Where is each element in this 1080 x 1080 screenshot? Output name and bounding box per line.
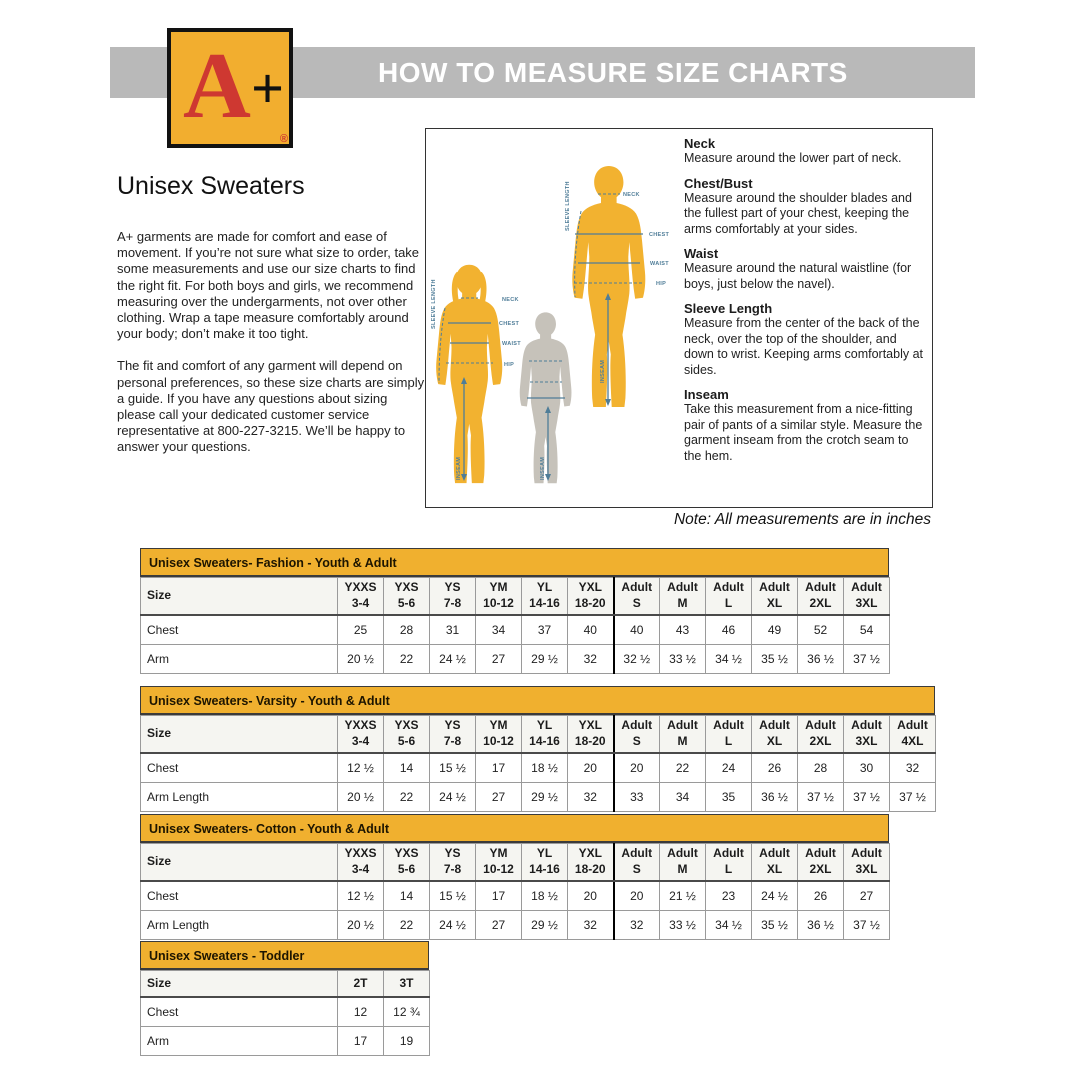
woman-hip-label: HIP	[504, 362, 515, 368]
column-header: YS 7-8	[430, 716, 476, 754]
size-cell: 24 ½	[430, 783, 476, 812]
size-cell: 20 ½	[338, 645, 384, 674]
size-cell: 15 ½	[430, 881, 476, 911]
column-header-size: Size	[141, 578, 338, 616]
measure-instructions	[684, 134, 925, 464]
column-header: YM 10-12	[476, 578, 522, 616]
size-chart-table	[140, 843, 890, 940]
man-neck-label: NECK	[623, 192, 640, 198]
size-table-toddler	[140, 941, 429, 1056]
column-header: YS 7-8	[430, 844, 476, 882]
size-cell: 36 ½	[798, 911, 844, 940]
table-title: Unisex Sweaters- Fashion - Youth & Adult	[140, 548, 889, 577]
size-cell: 20 ½	[338, 911, 384, 940]
column-header: Adult 3XL	[844, 716, 890, 754]
measurements-note: Note: All measurements are in inches	[673, 511, 931, 528]
column-header: YXL 18-20	[568, 578, 614, 616]
column-header: YM 10-12	[476, 716, 522, 754]
column-header: 3T	[384, 971, 430, 998]
table-row	[141, 997, 430, 1027]
size-cell: 27	[844, 881, 890, 911]
size-cell: 32	[568, 645, 614, 674]
size-cell: 15 ½	[430, 753, 476, 783]
man-inseam-label: INSEAM	[600, 359, 606, 383]
column-header: Adult L	[706, 716, 752, 754]
figure-woman	[436, 265, 502, 483]
man-chest-label: CHEST	[649, 232, 670, 238]
size-cell: 37	[522, 615, 568, 645]
measure-heading-waist: Waist	[684, 246, 719, 261]
measure-heading-neck: Neck	[684, 136, 716, 151]
size-cell: 36 ½	[752, 783, 798, 812]
column-header: Adult S	[614, 716, 660, 754]
size-cell: 21 ½	[660, 881, 706, 911]
size-cell: 12 ½	[338, 753, 384, 783]
table-row	[141, 615, 890, 645]
column-header-size: Size	[141, 716, 338, 754]
size-cell: 29 ½	[522, 783, 568, 812]
table-row	[141, 881, 890, 911]
size-cell: 22	[384, 911, 430, 940]
measure-body-sleeve: Measure from the center of the back of the neck, over the top of the shoulder, and down to wrist. Keeping arms comfortably at sides.	[684, 316, 923, 377]
table-title: Unisex Sweaters- Cotton - Youth & Adult	[140, 814, 889, 843]
intro-paragraphs	[117, 229, 428, 472]
size-cell: 30	[844, 753, 890, 783]
size-cell: 52	[798, 615, 844, 645]
size-cell: 29 ½	[522, 911, 568, 940]
table-title: Unisex Sweaters - Toddler	[140, 941, 429, 970]
size-table-fashion	[140, 548, 889, 674]
size-cell: 33	[614, 783, 660, 812]
column-header: YL 14-16	[522, 844, 568, 882]
size-cell: 24 ½	[430, 645, 476, 674]
size-cell: 20 ½	[338, 783, 384, 812]
table-row	[141, 783, 936, 812]
size-cell: 37 ½	[798, 783, 844, 812]
size-cell: 25	[338, 615, 384, 645]
size-cell: 37 ½	[844, 645, 890, 674]
measure-body-inseam: Take this measurement from a nice-fitting pair of pants of a similar style. Measure the garment inseam from the crotch seam to the hem.	[684, 402, 923, 463]
size-cell: 24 ½	[752, 881, 798, 911]
size-table-varsity	[140, 686, 935, 812]
intro-paragraph-1: A+ garments are made for comfort and ease of movement. If you’re not sure what size to order, take some measurements and use our size charts to find the right fit. For both boys and girls, we recommend measuring over the undergarments, not over other clothing. Wrap a tape measure comfortably around your body; don’t make it too tight.	[117, 229, 420, 342]
column-header: YM 10-12	[476, 844, 522, 882]
size-cell: 40	[568, 615, 614, 645]
size-cell: 28	[798, 753, 844, 783]
column-header: YXS 5-6	[384, 716, 430, 754]
column-header: Adult M	[660, 844, 706, 882]
size-cell: 32	[614, 911, 660, 940]
size-cell: 27	[476, 645, 522, 674]
column-header: Adult 3XL	[844, 844, 890, 882]
size-cell: 22	[384, 645, 430, 674]
column-header: YXS 5-6	[384, 578, 430, 616]
size-chart-table	[140, 715, 936, 812]
woman-inseam-label: INSEAM	[456, 456, 462, 480]
size-cell: 35	[706, 783, 752, 812]
row-label: Chest	[141, 615, 338, 645]
column-header: Adult M	[660, 578, 706, 616]
column-header: Adult L	[706, 844, 752, 882]
size-cell: 17	[476, 881, 522, 911]
size-cell: 22	[660, 753, 706, 783]
size-cell: 19	[384, 1027, 430, 1056]
row-label: Arm	[141, 1027, 338, 1056]
size-cell: 32	[568, 783, 614, 812]
size-cell: 17	[338, 1027, 384, 1056]
size-cell: 12	[338, 997, 384, 1027]
size-cell: 18 ½	[522, 881, 568, 911]
logo-plus-sign: +	[250, 56, 284, 121]
woman-waist-label: WAIST	[502, 341, 521, 347]
page-title: HOW TO MEASURE SIZE CHARTS	[378, 57, 848, 88]
size-cell: 29 ½	[522, 645, 568, 674]
size-cell: 37 ½	[844, 783, 890, 812]
size-cell: 32	[890, 753, 936, 783]
row-label: Arm Length	[141, 911, 338, 940]
man-hip-label: HIP	[656, 281, 667, 287]
size-cell: 33 ½	[660, 911, 706, 940]
measure-diagram-box	[425, 128, 933, 508]
column-header: YXXS 3-4	[338, 844, 384, 882]
column-header-size: Size	[141, 971, 338, 998]
size-cell: 20	[614, 881, 660, 911]
measure-heading-inseam: Inseam	[684, 387, 729, 402]
size-cell: 28	[384, 615, 430, 645]
column-header: YXL 18-20	[568, 716, 614, 754]
size-cell: 35 ½	[752, 911, 798, 940]
brand-logo	[167, 28, 293, 148]
registered-mark: ®	[279, 133, 288, 145]
woman-sleeve-length-label: SLEEVE LENGTH	[431, 279, 437, 329]
size-cell: 40	[614, 615, 660, 645]
size-cell: 31	[430, 615, 476, 645]
size-cell: 26	[752, 753, 798, 783]
size-cell: 37 ½	[890, 783, 936, 812]
column-header: Adult 2XL	[798, 578, 844, 616]
measure-heading-sleeve: Sleeve Length	[684, 301, 773, 316]
row-label: Arm Length	[141, 783, 338, 812]
size-cell: 20	[568, 881, 614, 911]
size-cell: 24	[706, 753, 752, 783]
size-cell: 22	[384, 783, 430, 812]
column-header: Adult 2XL	[798, 716, 844, 754]
woman-chest-label: CHEST	[499, 321, 520, 327]
size-cell: 34 ½	[706, 911, 752, 940]
size-cell: 49	[752, 615, 798, 645]
column-header: YXS 5-6	[384, 844, 430, 882]
column-header: YL 14-16	[522, 716, 568, 754]
column-header-size: Size	[141, 844, 338, 882]
column-header: Adult S	[614, 844, 660, 882]
column-header: YL 14-16	[522, 578, 568, 616]
column-header: 2T	[338, 971, 384, 998]
size-cell: 46	[706, 615, 752, 645]
size-cell: 37 ½	[844, 911, 890, 940]
figure-man	[572, 166, 645, 407]
section-heading: Unisex Sweaters	[117, 172, 305, 200]
size-cell: 32 ½	[614, 645, 660, 674]
size-chart-table	[140, 577, 890, 674]
size-cell: 23	[706, 881, 752, 911]
size-cell: 27	[476, 911, 522, 940]
row-label: Arm	[141, 645, 338, 674]
table-row	[141, 645, 890, 674]
column-header: YS 7-8	[430, 578, 476, 616]
column-header: Adult M	[660, 716, 706, 754]
column-header: YXXS 3-4	[338, 716, 384, 754]
row-label: Chest	[141, 997, 338, 1027]
measure-heading-chest: Chest/Bust	[684, 175, 753, 191]
size-cell: 20	[568, 753, 614, 783]
size-cell: 27	[476, 783, 522, 812]
column-header: Adult S	[614, 578, 660, 616]
column-header: Adult 3XL	[844, 578, 890, 616]
size-cell: 12 ½	[338, 881, 384, 911]
size-cell: 18 ½	[522, 753, 568, 783]
size-table-cotton	[140, 814, 889, 940]
size-cell: 24 ½	[430, 911, 476, 940]
man-waist-label: WAIST	[650, 261, 669, 267]
size-cell: 17	[476, 753, 522, 783]
child-inseam-label: INSEAM	[540, 456, 546, 480]
size-cell: 34	[476, 615, 522, 645]
table-title: Unisex Sweaters- Varsity - Youth & Adult	[140, 686, 935, 715]
size-cell: 35 ½	[752, 645, 798, 674]
column-header: Adult L	[706, 578, 752, 616]
man-sleeve-length-label: SLEEVE LENGTH	[565, 181, 571, 231]
row-label: Chest	[141, 881, 338, 911]
table-row	[141, 911, 890, 940]
table-row	[141, 753, 936, 783]
size-cell: 34 ½	[706, 645, 752, 674]
size-cell: 33 ½	[660, 645, 706, 674]
column-header: Adult XL	[752, 844, 798, 882]
intro-paragraph-2: The fit and comfort of any garment will depend on personal preferences, so these size charts are simply a guide. If you have any questions about sizing please call your dedicated customer service representative at 800-227-3215. We’ll be happy to answer your questions.	[117, 358, 425, 455]
size-cell: 54	[844, 615, 890, 645]
measure-body-chest: Measure around the shoulder blades and the fullest part of your chest, keeping the arms comfortably at your sides.	[684, 190, 912, 236]
size-cell: 20	[614, 753, 660, 783]
measure-body-neck: Measure around the lower part of neck.	[684, 151, 902, 165]
column-header: YXL 18-20	[568, 844, 614, 882]
column-header: Adult XL	[752, 578, 798, 616]
column-header: Adult 4XL	[890, 716, 936, 754]
size-cell: 34	[660, 783, 706, 812]
measure-body-waist: Measure around the natural waistline (for boys, just below the navel).	[684, 261, 912, 291]
size-cell: 14	[384, 753, 430, 783]
measurement-diagram	[428, 131, 684, 503]
column-header: YXXS 3-4	[338, 578, 384, 616]
size-cell: 26	[798, 881, 844, 911]
size-cell: 43	[660, 615, 706, 645]
column-header: Adult XL	[752, 716, 798, 754]
size-cell: 32	[568, 911, 614, 940]
size-cell: 12 ¾	[384, 997, 430, 1027]
size-cell: 14	[384, 881, 430, 911]
size-chart-table	[140, 970, 430, 1056]
table-row	[141, 1027, 430, 1056]
size-cell: 36 ½	[798, 645, 844, 674]
column-header: Adult 2XL	[798, 844, 844, 882]
logo-letter-a: A	[183, 34, 251, 138]
row-label: Chest	[141, 753, 338, 783]
woman-neck-label: NECK	[502, 297, 519, 303]
